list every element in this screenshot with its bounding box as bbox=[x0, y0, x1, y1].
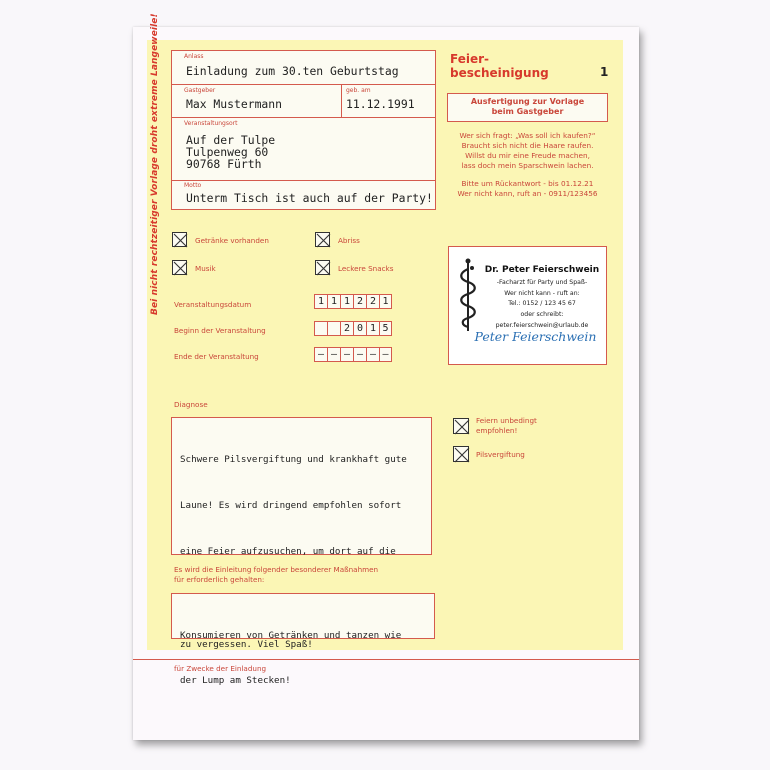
check-x-icon bbox=[173, 233, 188, 248]
poem-line: lass doch mein Sparschwein lachen. bbox=[461, 161, 594, 170]
rsvp-line: Wer nicht kann, ruft an - 0911/123456 bbox=[457, 189, 598, 198]
check-x-icon bbox=[316, 261, 331, 276]
diagnosis-line: zu vergessen. Viel Spaß! bbox=[180, 638, 313, 650]
digit-cell[interactable]: 1 bbox=[340, 294, 353, 309]
digit-cell[interactable]: 0 bbox=[353, 321, 366, 336]
measures-line: Konsumieren von Getränken und tanzen wie bbox=[180, 630, 402, 641]
venue-label: Veranstaltungsort bbox=[184, 120, 238, 127]
doctor-stamp bbox=[448, 246, 607, 365]
checkbox-pilsvergiftung[interactable] bbox=[453, 446, 469, 462]
anlass-value: Einladung zum 30.ten Geburtstag bbox=[186, 64, 399, 78]
doctor-detail-line: oder schreibt: bbox=[520, 311, 564, 319]
diagnosis-label: Diagnose bbox=[174, 400, 208, 409]
doctor-detail-line: Tel.: 0152 / 123 45 67 bbox=[508, 300, 576, 308]
digit-cell[interactable]: 1 bbox=[366, 321, 379, 336]
copy-banner-line: beim Gastgeber bbox=[491, 107, 564, 116]
venue-line: Auf der Tulpe bbox=[186, 133, 276, 147]
digit-cell[interactable]: — bbox=[327, 347, 340, 362]
doctor-signature: Peter Feierschwein bbox=[474, 329, 597, 344]
doctor-detail-line: peter.feierschwein@urlaub.de bbox=[495, 321, 589, 329]
measures-line: der Lump am Stecken! bbox=[180, 675, 291, 686]
digit-cell[interactable]: 5 bbox=[379, 321, 392, 336]
digit-cell[interactable] bbox=[327, 321, 340, 336]
checkbox-label: Musik bbox=[195, 264, 216, 273]
footer-text: für Zwecke der Einladung bbox=[174, 664, 267, 673]
caduceus-icon bbox=[457, 257, 479, 333]
checkbox-musik[interactable] bbox=[172, 260, 187, 275]
motto-label: Motto bbox=[184, 182, 202, 189]
checkbox-label: Pilsvergiftung bbox=[476, 450, 525, 459]
start-label: Beginn der Veranstaltung bbox=[174, 326, 266, 335]
check-x-icon bbox=[316, 233, 331, 248]
end-digits[interactable] bbox=[314, 347, 392, 362]
divider bbox=[171, 84, 436, 85]
checkbox-label-line: Feiern unbedingt bbox=[476, 416, 537, 425]
poem-line: Willst du mir eine Freude machen, bbox=[465, 151, 590, 160]
rsvp-line: Bitte um Rückantwort - bis 01.12.21 bbox=[461, 179, 594, 188]
digit-cell[interactable]: 2 bbox=[353, 294, 366, 309]
checkbox-label: Leckere Snacks bbox=[338, 264, 394, 273]
doctor-name: Dr. Peter Feierschwein bbox=[484, 265, 600, 275]
check-x-icon bbox=[173, 261, 188, 276]
form-title-line: bescheinigung bbox=[450, 66, 549, 80]
divider bbox=[171, 117, 436, 118]
invitation-poem bbox=[440, 131, 615, 199]
check-x-icon bbox=[454, 419, 470, 435]
footer-divider bbox=[133, 659, 639, 660]
event-date-digits[interactable] bbox=[314, 294, 392, 309]
doctor-details bbox=[479, 278, 605, 332]
divider bbox=[341, 85, 342, 117]
poem-line: Wer sich fragt: „Was soll ich kaufen?“ bbox=[459, 131, 596, 140]
copy-banner-line: Ausfertigung zur Vorlage bbox=[470, 97, 585, 106]
measures-label-line: für erforderlich gehalten: bbox=[174, 575, 265, 584]
check-x-icon bbox=[454, 447, 470, 463]
form-title-line: Feier- bbox=[450, 52, 489, 66]
diagnosis-line: Schwere Pilsvergiftung und krankhaft gute bbox=[180, 453, 407, 465]
measures-label bbox=[174, 565, 378, 585]
doctor-detail-line: Wer nicht kann - ruft an: bbox=[504, 289, 580, 297]
anlass-label: Anlass bbox=[184, 53, 204, 60]
birthdate-value: 11.12.1991 bbox=[346, 97, 415, 111]
diagnosis-line: eine Feier aufzusuchen, um dort auf die bbox=[180, 546, 396, 558]
event-date-label: Veranstaltungsdatum bbox=[174, 300, 252, 309]
checkbox-snacks[interactable] bbox=[315, 260, 330, 275]
measures-text bbox=[180, 598, 401, 703]
digit-cell[interactable]: 1 bbox=[379, 294, 392, 309]
gastgeber-value: Max Mustermann bbox=[186, 97, 283, 111]
checkbox-label: Getränke vorhanden bbox=[195, 236, 269, 245]
digit-cell[interactable]: 2 bbox=[340, 321, 353, 336]
gastgeber-label: Gastgeber bbox=[184, 87, 216, 94]
digit-cell[interactable]: — bbox=[379, 347, 392, 362]
doctor-detail-line: -Facharzt für Party und Spaß- bbox=[496, 279, 588, 286]
digit-cell[interactable]: 1 bbox=[314, 294, 327, 309]
digit-cell[interactable]: — bbox=[314, 347, 327, 362]
digit-cell[interactable] bbox=[314, 321, 327, 336]
copy-banner-text bbox=[447, 97, 608, 117]
checkbox-label bbox=[476, 416, 537, 436]
end-label: Ende der Veranstaltung bbox=[174, 352, 259, 361]
checkbox-label: Abriss bbox=[338, 236, 360, 245]
motto-value: Unterm Tisch ist auch auf der Party! bbox=[186, 191, 433, 205]
measures-label-line: Es wird die Einleitung folgender besonderer Maßnahmen bbox=[174, 565, 379, 574]
start-digits[interactable] bbox=[314, 321, 392, 336]
venue-line: Tulpenweg 60 bbox=[186, 145, 269, 159]
checkbox-label-line: empfohlen! bbox=[476, 426, 518, 435]
birthdate-label: geb. am bbox=[346, 87, 371, 94]
digit-cell[interactable]: 1 bbox=[327, 294, 340, 309]
checkbox-abriss[interactable] bbox=[315, 232, 330, 247]
digit-cell[interactable]: — bbox=[353, 347, 366, 362]
form-title bbox=[450, 52, 549, 80]
form-number: 1 bbox=[600, 65, 609, 79]
checkbox-getraenke[interactable] bbox=[172, 232, 187, 247]
digit-cell[interactable]: — bbox=[340, 347, 353, 362]
poem-line: Braucht sich nicht die Haare raufen. bbox=[461, 141, 594, 150]
diagnosis-line: Laune! Es wird dringend empfohlen sofort bbox=[180, 500, 402, 512]
venue-line: 90768 Fürth bbox=[186, 157, 262, 171]
digit-cell[interactable]: — bbox=[366, 347, 379, 362]
digit-cell[interactable]: 2 bbox=[366, 294, 379, 309]
side-warning-text: Bei nicht rechtzeitiger Vorlage droht extreme Langeweile! bbox=[150, 13, 160, 315]
checkbox-feiern[interactable] bbox=[453, 418, 469, 434]
